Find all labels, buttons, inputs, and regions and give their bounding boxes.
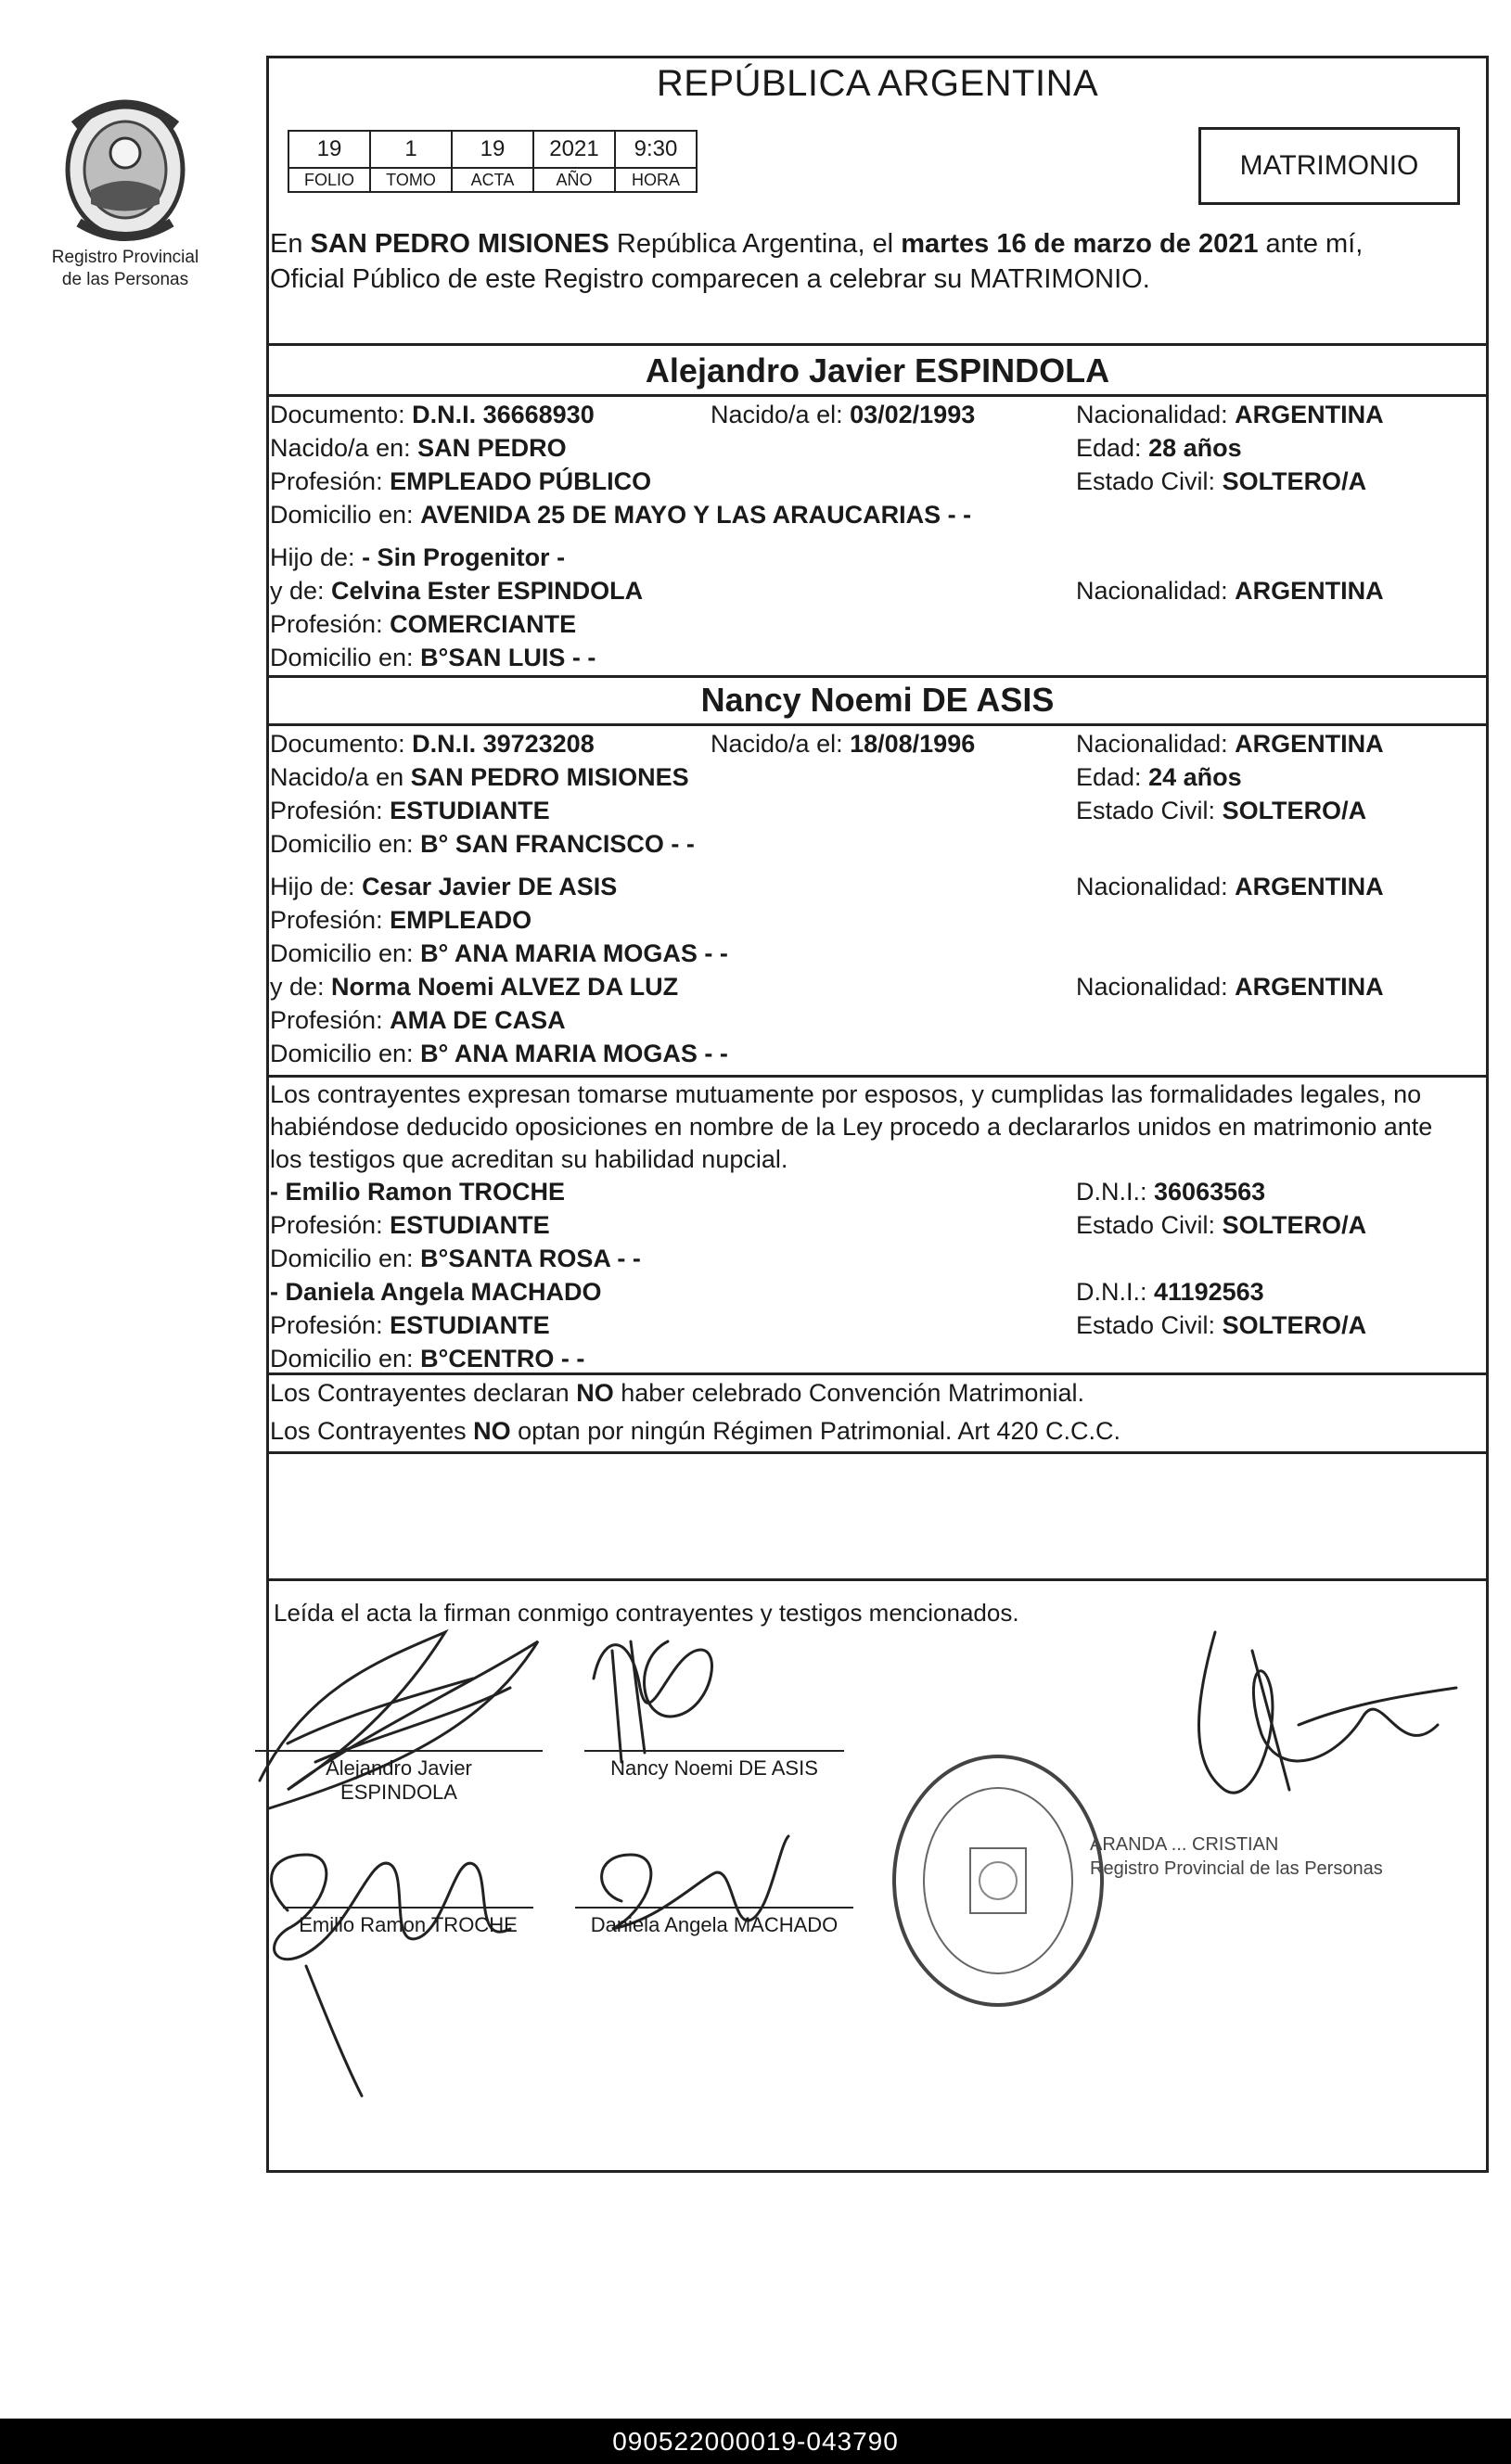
label: Edad: (1076, 763, 1149, 791)
text: NO (473, 1417, 511, 1445)
value: B° SAN FRANCISCO - - (420, 830, 695, 858)
value: ARGENTINA (1235, 577, 1384, 605)
spouse1-father (270, 542, 565, 573)
label: Documento: (270, 730, 413, 758)
label: Nacido/a el: (711, 401, 851, 428)
divider (266, 394, 1489, 397)
value: ARGENTINA (1235, 873, 1384, 900)
value: 03/02/1993 (850, 401, 976, 428)
signature-caption-witness1: Emilio Ramon TROCHE (299, 1913, 518, 1936)
folio-label: FOLIO (288, 168, 370, 192)
value: EMPLEADO (390, 906, 532, 934)
label: Domicilio en: (270, 830, 421, 858)
value: ESTUDIANTE (390, 1311, 550, 1339)
value: SOLTERO/A (1222, 1311, 1367, 1339)
label: Nacido/a el: (711, 730, 851, 758)
divider (266, 1075, 1489, 1078)
spouse1-mother-profession (270, 608, 576, 640)
label: Estado Civil: (1076, 1311, 1223, 1339)
spouse1-birthdate (711, 399, 975, 430)
spouse1-civil-status (1076, 466, 1366, 497)
divider (266, 343, 1489, 346)
declaration-line3: los testigos que acreditan su habilidad nupcial. (270, 1145, 788, 1173)
signature-line (584, 1750, 844, 1752)
convention-line2 (270, 1415, 1120, 1447)
value: AVENIDA 25 DE MAYO Y LAS ARAUCARIAS - - (420, 501, 972, 529)
tomo-value: 1 (370, 131, 452, 168)
caption-line: ESPINDOLA (340, 1781, 457, 1804)
label: Hijo de: (270, 873, 363, 900)
intro-line1 (270, 228, 1363, 260)
value: ESTUDIANTE (390, 1211, 550, 1239)
signature-caption-spouse1 (260, 1756, 538, 1805)
spouse1-mother-address (270, 642, 595, 673)
value: B°SAN LUIS - - (420, 644, 596, 671)
spouse2-mother (270, 971, 678, 1002)
intro-text: En (270, 229, 311, 259)
value: COMERCIANTE (390, 610, 577, 638)
witness2-profession (270, 1309, 550, 1341)
spouse2-birthplace (270, 761, 689, 793)
witness1-dni (1076, 1176, 1265, 1207)
label: Nacionalidad: (1076, 577, 1236, 605)
hour-value: 9:30 (615, 131, 697, 168)
label: Hijo de: (270, 543, 363, 571)
label: Nacido/a en: (270, 434, 418, 462)
divider (266, 1451, 1489, 1454)
label: Nacionalidad: (1076, 873, 1236, 900)
spouse1-birthplace (270, 432, 567, 464)
registry-stamp-icon (889, 1751, 1108, 2011)
record-fields-table (288, 130, 698, 193)
value: B°SANTA ROSA - - (420, 1245, 641, 1272)
folio-value: 19 (288, 131, 370, 168)
spouse2-mother-profession (270, 1004, 566, 1036)
label: D.N.I.: (1076, 1278, 1155, 1306)
year-value: 2021 (533, 131, 615, 168)
label: Nacionalidad: (1076, 973, 1236, 1001)
spouse1-nationality (1076, 399, 1384, 430)
value: SOLTERO/A (1222, 1211, 1367, 1239)
spouse2-nationality (1076, 728, 1384, 760)
text: haber celebrado Convención Matrimonial. (613, 1379, 1084, 1407)
spouse2-mother-address (270, 1038, 728, 1069)
registry-logo (37, 88, 213, 311)
spouse1-mother (270, 575, 643, 606)
label: Documento: (270, 401, 413, 428)
spouse2-mother-nationality (1076, 971, 1384, 1002)
value: - Sin Progenitor - (362, 543, 566, 571)
intro-line2: Oficial Público de este Registro comparecen a celebrar su MATRIMONIO. (270, 264, 1150, 294)
witness1-civil-status (1076, 1209, 1366, 1241)
value: Cesar Javier DE ASIS (362, 873, 618, 900)
label: Domicilio en: (270, 1345, 421, 1372)
spouse2-address (270, 828, 695, 860)
spouse2-name: Nancy Noemi DE ASIS (700, 681, 1055, 719)
caption-line: Alejandro Javier (326, 1756, 472, 1780)
label: Profesión: (270, 1006, 391, 1034)
record-type-box (1198, 127, 1460, 205)
value: Norma Noemi ALVEZ DA LUZ (331, 973, 679, 1001)
label: Domicilio en: (270, 644, 421, 671)
value: 28 años (1148, 434, 1242, 462)
text: optan por ningún Régimen Patrimonial. Art 420 C.C.C. (510, 1417, 1120, 1445)
declaration-line2: habiéndose deducido oposiciones en nombre de la Ley procedo a declararlos unidos en matrimonio ante (270, 1113, 1433, 1141)
officer-name: ARANDA ... CRISTIAN (1090, 1834, 1279, 1855)
witness1-profession (270, 1209, 550, 1241)
label: Domicilio en: (270, 501, 421, 529)
label: Nacionalidad: (1076, 730, 1236, 758)
spouse2-father-profession (270, 904, 531, 936)
witness1-name: - Emilio Ramon TROCHE (270, 1178, 566, 1206)
intro-text: ante mí, (1258, 229, 1364, 259)
logo-caption-line2: de las Personas (61, 270, 189, 289)
year-label: AÑO (533, 168, 615, 192)
label: Domicilio en: (270, 939, 421, 967)
label: y de: (270, 577, 332, 605)
value: B° ANA MARIA MOGAS - - (420, 939, 728, 967)
spouse2-document (270, 728, 595, 760)
spouse2-birthdate (711, 728, 975, 760)
value: SAN PEDRO (417, 434, 567, 462)
acta-value: 19 (452, 131, 533, 168)
value: SOLTERO/A (1222, 467, 1367, 495)
declaration-line1: Los contrayentes expresan tomarse mutuamente por esposos, y cumplidas las formalidades legales, no (270, 1080, 1422, 1108)
label: Profesión: (270, 797, 391, 824)
intro-text: República Argentina, el (608, 229, 902, 259)
value: 36063563 (1154, 1178, 1266, 1206)
label: Nacionalidad: (1076, 401, 1236, 428)
spouse1-age (1076, 432, 1242, 464)
label: Estado Civil: (1076, 797, 1223, 824)
text: Los Contrayentes (270, 1417, 474, 1445)
official-stamp (889, 1751, 1108, 2011)
witness1-address (270, 1243, 641, 1274)
witness2-address (270, 1343, 584, 1374)
label: Domicilio en: (270, 1245, 421, 1272)
hour-label: HORA (615, 168, 697, 192)
spouse1-profession (270, 466, 651, 497)
document-code-bar (0, 2419, 1511, 2464)
value: ARGENTINA (1235, 973, 1384, 1001)
value: AMA DE CASA (390, 1006, 566, 1034)
label: Nacido/a en (270, 763, 411, 791)
witness2-civil-status (1076, 1309, 1366, 1341)
label: Edad: (1076, 434, 1149, 462)
convention-line1 (270, 1377, 1084, 1409)
officer-title: Registro Provincial de las Personas (1090, 1858, 1383, 1879)
label: Profesión: (270, 467, 391, 495)
intro-date: martes 16 de marzo de 2021 (901, 229, 1259, 259)
signature-caption-witness2: Daniela Angela MACHADO (590, 1913, 839, 1936)
label: y de: (270, 973, 332, 1001)
spouse2-profession (270, 795, 550, 826)
label: Estado Civil: (1076, 467, 1223, 495)
tomo-label: TOMO (370, 168, 452, 192)
spouse1-name: Alejandro Javier ESPINDOLA (645, 351, 1110, 389)
logo-caption-line1: Registro Provincial (51, 248, 199, 267)
label: Profesión: (270, 1311, 391, 1339)
value: SAN PEDRO MISIONES (410, 763, 689, 791)
value: SOLTERO/A (1222, 797, 1367, 824)
misiones-seal-icon (46, 88, 204, 246)
signature-caption-spouse2: Nancy Noemi DE ASIS (610, 1756, 818, 1780)
document-title: REPÚBLICA ARGENTINA (656, 63, 1099, 104)
divider (266, 723, 1489, 726)
value: 18/08/1996 (850, 730, 976, 758)
value: ARGENTINA (1235, 401, 1384, 428)
witness2-name: - Daniela Angela MACHADO (270, 1278, 602, 1306)
value: 41192563 (1154, 1278, 1264, 1306)
acta-label: ACTA (452, 168, 533, 192)
label: Domicilio en: (270, 1040, 421, 1067)
signature-line (283, 1907, 533, 1909)
spouse2-age (1076, 761, 1242, 793)
label: Estado Civil: (1076, 1211, 1223, 1239)
spouse2-civil-status (1076, 795, 1366, 826)
value: D.N.I. 39723208 (412, 730, 595, 758)
value: ARGENTINA (1235, 730, 1384, 758)
divider (266, 675, 1489, 678)
label: D.N.I.: (1076, 1178, 1155, 1206)
witness2-dni (1076, 1276, 1264, 1308)
signature-intro: Leída el acta la firman conmigo contrayentes y testigos mencionados. (274, 1599, 1019, 1627)
value: 24 años (1148, 763, 1242, 791)
value: B°CENTRO - - (420, 1345, 585, 1372)
text: Los Contrayentes declaran (270, 1379, 577, 1407)
spouse2-father (270, 871, 617, 902)
label: Profesión: (270, 610, 391, 638)
record-type: MATRIMONIO (1239, 150, 1419, 181)
signature-line (575, 1907, 853, 1909)
document-code: 090522000019-043790 (612, 2427, 899, 2456)
spouse1-address (270, 499, 971, 530)
label: Profesión: (270, 906, 391, 934)
value: Celvina Ester ESPINDOLA (331, 577, 644, 605)
intro-place: SAN PEDRO MISIONES (310, 229, 609, 259)
value: EMPLEADO PÚBLICO (390, 467, 652, 495)
spouse1-document (270, 399, 595, 430)
text: NO (576, 1379, 614, 1407)
spouse2-father-nationality (1076, 871, 1384, 902)
value: ESTUDIANTE (390, 797, 550, 824)
spouse1-mother-nationality (1076, 575, 1384, 606)
label: Profesión: (270, 1211, 391, 1239)
value: B° ANA MARIA MOGAS - - (420, 1040, 728, 1067)
spouse2-father-address (270, 938, 728, 969)
value: D.N.I. 36668930 (412, 401, 595, 428)
signature-line (255, 1750, 543, 1752)
